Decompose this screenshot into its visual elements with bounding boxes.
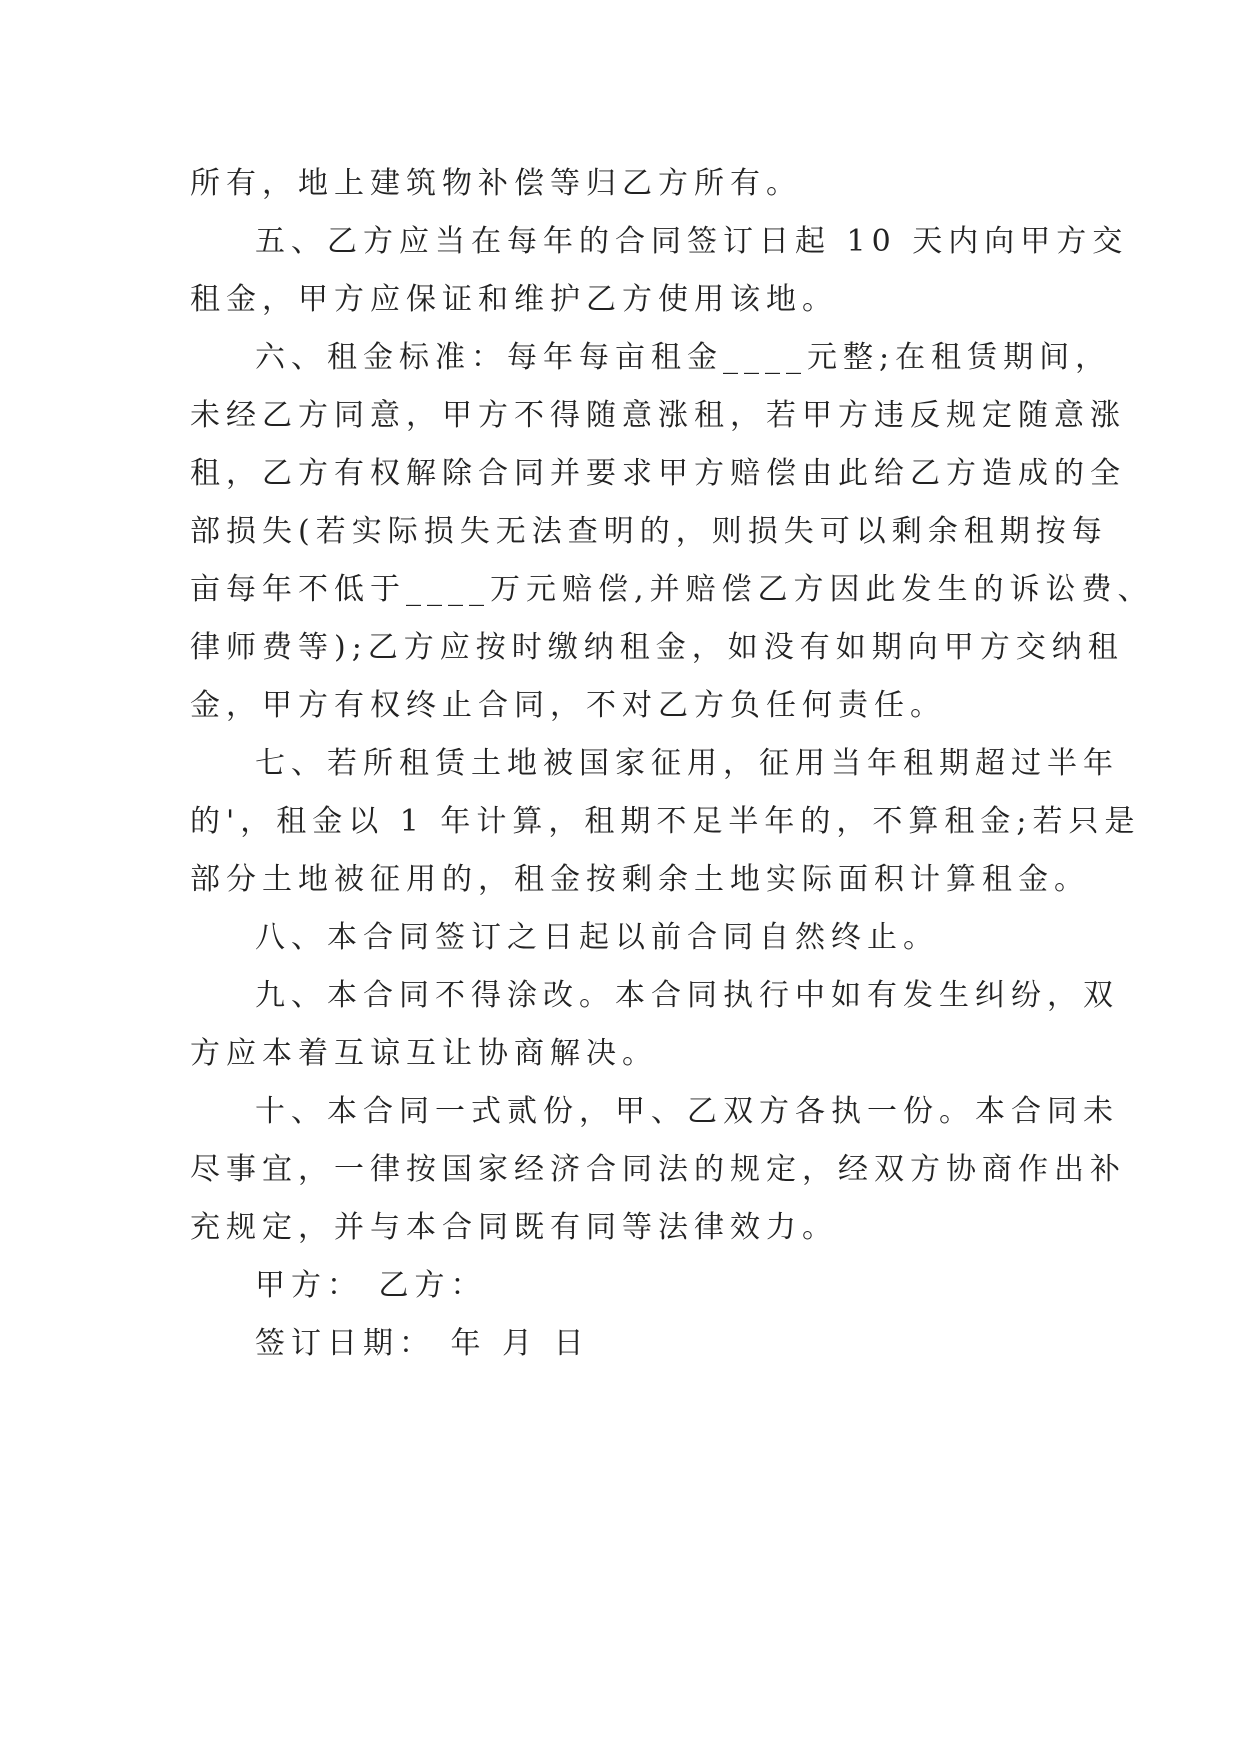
text-line: 所有，地上建筑物补偿等归乙方所有。 <box>190 166 802 201</box>
clause-5: 五、乙方应当在每年的合同签订日起 10 天内向甲方交 <box>255 224 1129 259</box>
text-line: 尽事宜，一律按国家经济合同法的规定，经双方协商作出补 <box>190 1152 1126 1187</box>
text-line: 金，甲方有权终止合同，不对乙方负任何责任。 <box>190 688 946 723</box>
signature-parties: 甲方： 乙方： <box>255 1268 487 1303</box>
clause-9: 九、本合同不得涂改。本合同执行中如有发生纠纷，双 <box>255 978 1119 1013</box>
text-line: 方应本着互谅互让协商解决。 <box>190 1036 658 1071</box>
text-line: 律师费等);乙方应按时缴纳租金，如没有如期向甲方交纳租 <box>190 630 1124 665</box>
text-line: 部损失(若实际损失无法查明的，则损失可以剩余租期按每 <box>190 514 1108 549</box>
clause-6: 六、租金标准：每年每亩租金____元整;在租赁期间， <box>255 340 1112 375</box>
text-line: 部分土地被征用的，租金按剩余土地实际面积计算租金。 <box>190 862 1090 897</box>
text-line: 的'，租金以 1 年计算，租期不足半年的，不算租金;若只是 <box>190 804 1141 839</box>
text-line: 租金，甲方应保证和维护乙方使用该地。 <box>190 282 838 317</box>
clause-7: 七、若所租赁土地被国家征用，征用当年租期超过半年 <box>255 746 1119 781</box>
contract-body <box>190 155 1154 1373</box>
text-line: 未经乙方同意，甲方不得随意涨租，若甲方违反规定随意涨 <box>190 398 1126 433</box>
clause-10: 十、本合同一式贰份，甲、乙双方各执一份。本合同未 <box>255 1094 1119 1129</box>
text-line: 充规定，并与本合同既有同等法律效力。 <box>190 1210 838 1245</box>
clause-8: 八、本合同签订之日起以前合同自然终止。 <box>255 920 939 955</box>
signing-date: 签订日期： 年 月 日 <box>255 1326 590 1361</box>
text-line: 租，乙方有权解除合同并要求甲方赔偿由此给乙方造成的全 <box>190 456 1126 491</box>
text-line: 亩每年不低于____万元赔偿,并赔偿乙方因此发生的诉讼费、 <box>190 572 1154 607</box>
